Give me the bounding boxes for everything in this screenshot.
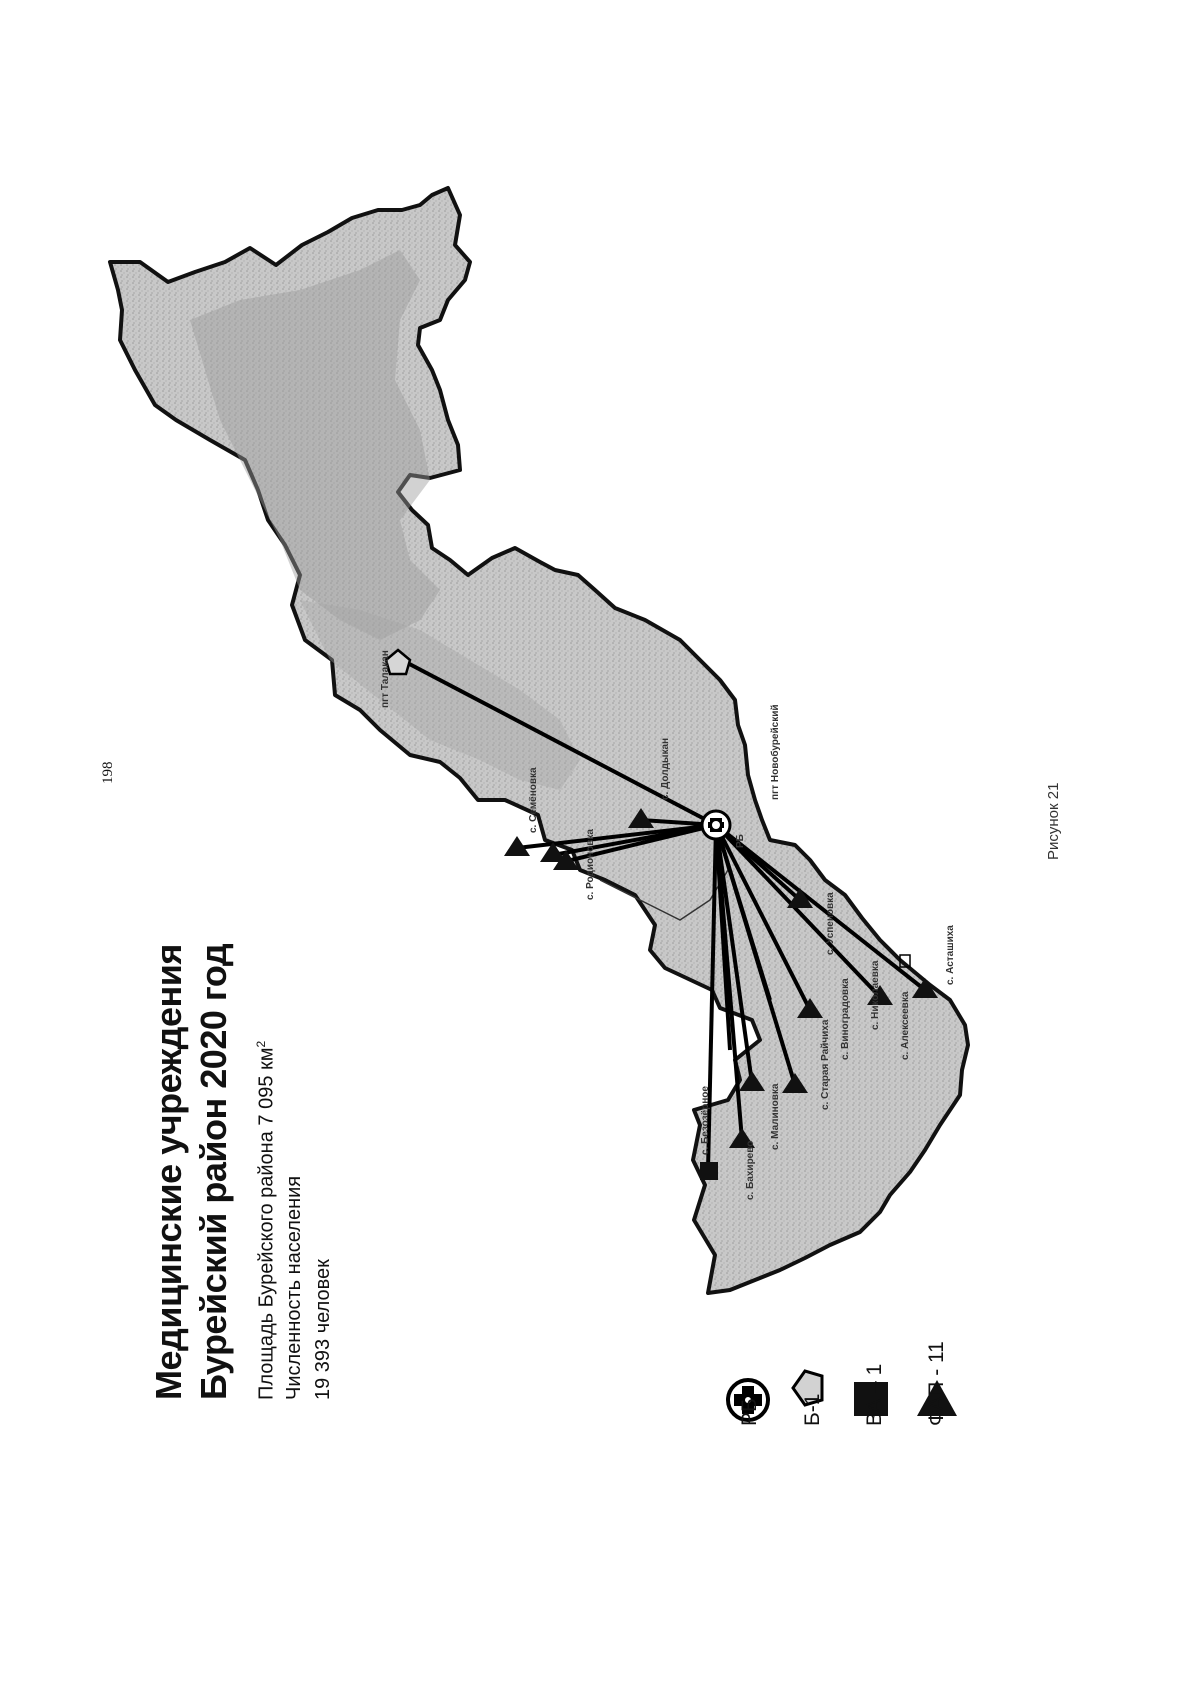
map-label-hub-town: пгт Новобурейский xyxy=(770,704,781,800)
map-label-hub: РБ xyxy=(735,834,746,848)
page-number: 198 xyxy=(100,761,116,784)
legend-label-b: Б-1 xyxy=(801,1393,824,1426)
area-line xyxy=(254,1041,279,1400)
map-label-astashikha: с. Асташиха xyxy=(945,925,956,985)
map-label-uspenovka: с. Успеновка xyxy=(825,892,836,955)
map-label-rodionovka: с. Родионовка xyxy=(585,829,596,900)
area-text: Площадь Бурейского района 7 095 км xyxy=(255,1047,278,1400)
legend-label-fap: ФАП - 11 xyxy=(925,1341,948,1426)
map-label-bezozernoe: с. Безозёрное xyxy=(700,1086,711,1155)
map-label-doldykan: с. Долдыкан xyxy=(660,737,671,800)
title-line-1: Медицинские учреждения xyxy=(148,944,189,1400)
map-label-staraya-raichikha: с. Старая Райчиха xyxy=(820,1019,831,1110)
figure-caption: Рисунок 21 xyxy=(1045,782,1062,860)
area-superscript: 2 xyxy=(254,1040,268,1048)
population-label: Численность населения xyxy=(283,1175,305,1400)
legend-symbols xyxy=(728,1371,957,1420)
map-label-semenovka: с. Семёновка xyxy=(528,767,539,833)
map-label-talakan: пгт Талакан xyxy=(380,650,391,708)
population-value: 19 393 человек xyxy=(312,1259,334,1400)
map-label-malinovka: с. Малиновка xyxy=(770,1083,781,1150)
legend-label-va: ВА – 1 xyxy=(863,1363,886,1426)
map-label-alekseevka: с. Алексеевка xyxy=(900,991,911,1060)
title-line-2: Бурейский район 2020 год xyxy=(193,943,234,1400)
legend-label-rb: РБ xyxy=(738,1398,761,1426)
ambulatory-square-marker xyxy=(700,1162,718,1180)
map-label-nikolaevka: с. Николаевка xyxy=(870,960,881,1030)
map-label-bakhirevo: с. Бахирево xyxy=(745,1140,756,1200)
map-label-vinogradovka: с. Виноградовка xyxy=(840,978,851,1060)
hub-cross-circle-marker xyxy=(702,811,730,839)
